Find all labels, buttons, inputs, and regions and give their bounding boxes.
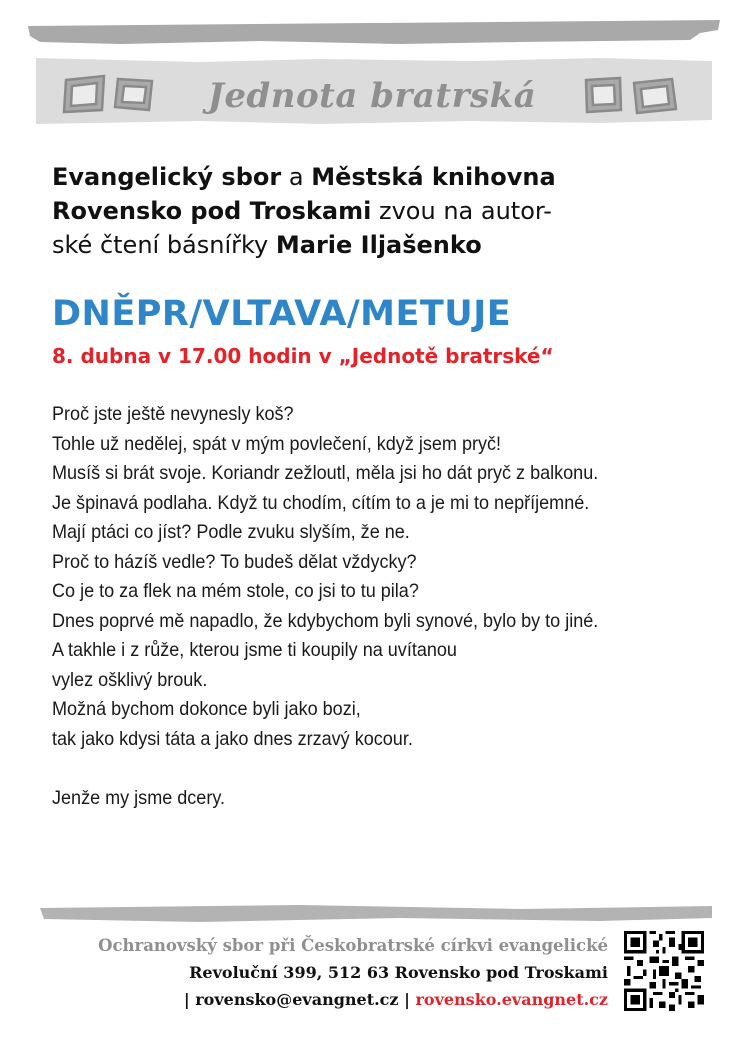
poem-line: Musíš si brát svoje. Koriandr zežloutl, měla jsi ho dát pryč z balkonu.	[52, 462, 599, 484]
poem-gap	[52, 754, 712, 784]
town-name: Rovensko pod Troskami	[52, 197, 372, 225]
separator: |	[183, 990, 196, 1009]
poem-line: Mají ptáci co jíst? Podle zvuku slyším, že ne.	[52, 521, 410, 543]
header-decoration	[0, 0, 744, 140]
footer-org: Ochranovský sbor při Českobratrské církvi evangelické	[98, 936, 608, 955]
intro-reading: ské čtení básnířky	[52, 231, 276, 259]
intro-connector: a	[281, 163, 312, 191]
intro-invite: zvou na autor-	[371, 197, 552, 225]
poem-line: Možná bychom dokonce byli jako bozi,	[52, 698, 361, 720]
event-date: 8. dubna v 17.00 hodin v „Jednotě bratrské“	[52, 344, 554, 368]
footer-email-link[interactable]: rovensko@evangnet.cz	[195, 990, 399, 1009]
footer	[8, 932, 608, 1013]
poem-line: Je špinavá podlaha. Když tu chodím, cítím to a je mi to nepříjemné.	[52, 491, 590, 514]
qr-code-icon[interactable]	[624, 931, 704, 1011]
poem-line: Tohle už nedělej, spát v mým povlečení, když jsem pryč!	[52, 432, 502, 455]
separator: |	[398, 990, 416, 1009]
footer-address: Revoluční 399, 512 63 Rovensko pod Troskami	[189, 963, 608, 982]
footer-contact	[8, 986, 608, 1013]
footer-web-link[interactable]: rovensko.evangnet.cz	[415, 990, 608, 1009]
poem-line: Co je to za flek na mém stole, co jsi to tu pila?	[52, 580, 419, 602]
poem-line: Proč jste ještě nevynesly koš?	[52, 403, 294, 425]
intro-line-2	[52, 194, 702, 228]
poem-line: Dnes poprvé mě napadlo, že kdybychom byli synové, bylo by to jiné.	[52, 609, 599, 632]
intro-line-1	[52, 160, 702, 194]
poem-closing: Jenže my jsme dcery.	[52, 786, 226, 809]
event-title: DNĚPR/VLTAVA/METUJE	[52, 294, 512, 334]
poem-line: A takhle i z růže, kterou jsme ti koupily na uvítanou	[52, 639, 457, 661]
intro-line-3	[52, 228, 702, 262]
footer-divider	[0, 900, 744, 930]
author-name: Marie Iljašenko	[275, 231, 482, 259]
poem-line: tak jako kdysi táta a jako dnes zrzavý kocour.	[52, 727, 413, 750]
poem-line: vylez ošklivý brouk.	[52, 668, 208, 691]
poem-line: Proč to házíš vedle? To budeš dělat vždycky?	[52, 550, 417, 573]
poem	[52, 400, 712, 813]
library-name: Městská knihovna	[311, 163, 556, 191]
church-name: Evangelický sbor	[52, 163, 282, 191]
header-title: Jednota bratrská	[207, 76, 537, 116]
intro-text	[52, 160, 702, 262]
